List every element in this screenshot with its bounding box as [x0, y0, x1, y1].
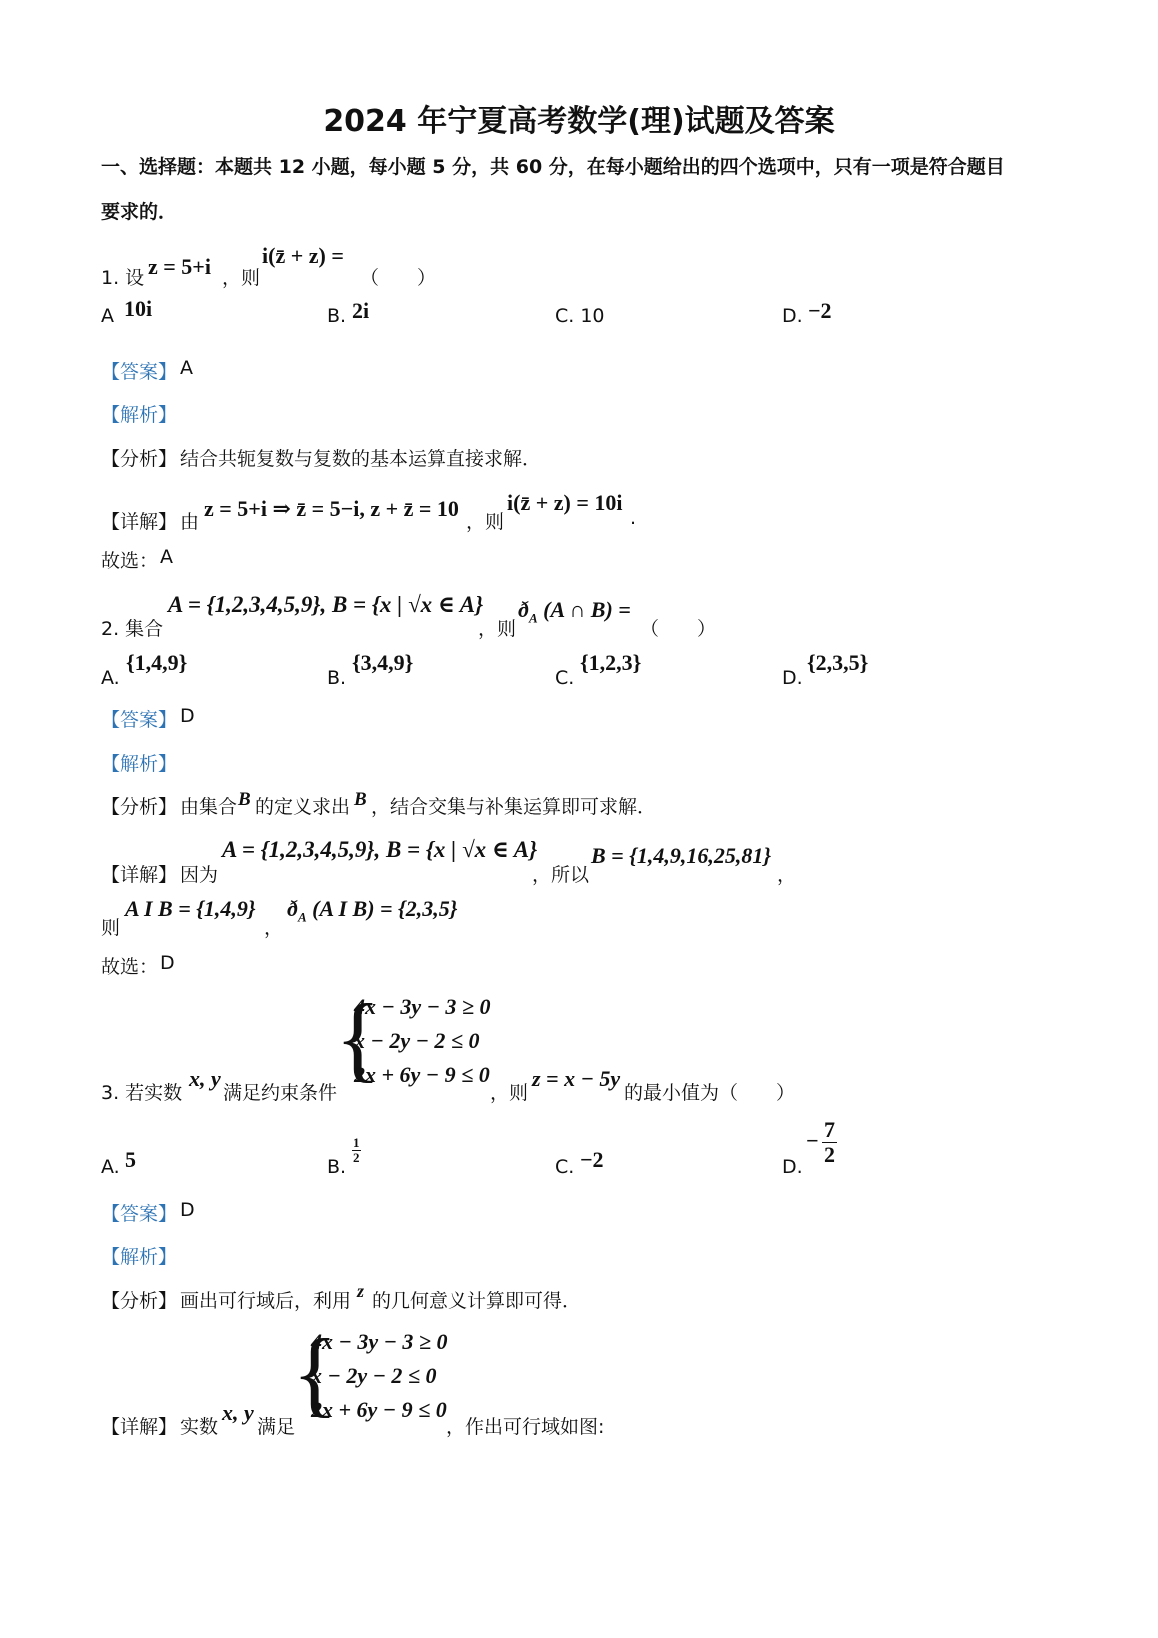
q1-option-c: C. 10: [555, 305, 605, 327]
q3-fenxi-text-2: 的几何意义计算即可得．: [372, 1290, 582, 1312]
q1-select-value: A: [160, 546, 173, 568]
q2-analysis-label: 【解析】: [101, 753, 178, 775]
q3-option-d-fraction: [822, 1118, 837, 1167]
page-title: 2024 年宁夏高考数学(理)试题及答案: [323, 104, 835, 139]
q2-option-c-value: {1,2,3}: [580, 650, 642, 675]
q1-answer-label: 【答案】: [101, 361, 178, 383]
q3-answer-label: 【答案】: [101, 1203, 178, 1225]
q1-analysis-label: 【解析】: [101, 404, 178, 426]
q2-detail-set-b: B = {1,4,9,16,25,81}: [591, 843, 772, 868]
q2-line2-pre: 则: [101, 917, 121, 939]
q2-number: 2. 集合: [101, 618, 164, 640]
section-heading-line1: 一、选择题：本题共 12 小题，每小题 5 分，共 60 分，在每小题给出的四个选项中，只有一项是符合题目: [101, 156, 1005, 178]
q2-option-d-label: D.: [782, 667, 803, 689]
q3-option-a-value: 5: [125, 1147, 136, 1172]
q3-fenxi-text-1: 画出可行域后，利用: [180, 1290, 352, 1312]
q1-option-d-value: −2: [808, 298, 832, 323]
q3-fenxi-z: z: [357, 1281, 365, 1301]
q2-answer-value: D: [180, 705, 195, 727]
q3-detail-inequality-1: 4x − 3y − 3 ≥ 0: [311, 1329, 448, 1354]
q2-select-value: D: [160, 952, 175, 974]
q2-option-a-label: A.: [101, 667, 120, 689]
q2-fenxi-b2: B: [354, 789, 367, 810]
q2-detail-mid: ，所以: [532, 864, 590, 886]
q2-sets-expression: A = {1,2,3,4,5,9}, B = {x | √x ∈ A}: [168, 592, 484, 617]
q2-detail-pre: 因为: [180, 864, 219, 886]
q3-detail-end: ，作出可行域如图:: [446, 1416, 605, 1438]
q3-detail-pre: 实数: [180, 1416, 219, 1438]
q1-option-a-value: 10i: [124, 296, 153, 321]
q3-constraint-text: 满足约束条件: [223, 1082, 338, 1104]
q1-number: 1. 设: [101, 267, 145, 289]
q2-fenxi-text-2: 的定义求出: [255, 796, 351, 818]
q2-paren: （ ）: [640, 618, 717, 640]
q3-then: ，则: [490, 1082, 529, 1104]
q2-line2-mid: ，: [264, 917, 284, 939]
q3-option-b-numerator: 1: [353, 1135, 360, 1150]
q3-option-b-label: B.: [327, 1156, 347, 1178]
q3-inequality-2: x − 2y − 2 ≤ 0: [354, 1028, 480, 1053]
q3-detail-inequality-2: x − 2y − 2 ≤ 0: [311, 1363, 437, 1388]
q3-option-d-denominator: 2: [824, 1142, 835, 1167]
q2-detail-label: 【详解】: [101, 864, 178, 886]
q3-option-b-denominator: 2: [353, 1150, 360, 1165]
q3-detail-vars: x, y: [222, 1400, 254, 1425]
q1-paren: （ ）: [360, 267, 437, 289]
q3-inequality-1: 4x − 3y − 3 ≥ 0: [354, 994, 491, 1019]
q3-system-brace: {: [335, 984, 382, 1091]
q3-objective: z = x − 5y: [532, 1066, 621, 1091]
q2-option-b-value: {3,4,9}: [352, 650, 414, 675]
q1-expression-z: z = 5+i: [148, 254, 211, 279]
q1-detail-result: i(z̄ + z) = 10i: [507, 490, 623, 515]
q1-fenxi-text: 结合共轭复数与复数的基本运算直接求解．: [180, 448, 542, 470]
q3-inequality-3: 2x + 6y − 9 ≤ 0: [354, 1062, 490, 1087]
section-heading-line2: 要求的．: [101, 201, 178, 223]
q1-option-b-label: B.: [327, 305, 347, 327]
q3-question-end: 的最小值为（ ）: [624, 1082, 796, 1104]
q2-option-c-label: C.: [555, 667, 575, 689]
q3-detail-mid: 满足: [257, 1416, 296, 1438]
q1-then: ，则: [222, 267, 261, 289]
q3-option-d-label: D.: [782, 1156, 803, 1178]
q2-option-a-value: {1,4,9}: [126, 650, 188, 675]
q3-detail-system: [311, 1325, 448, 1427]
q3-system: [354, 990, 491, 1092]
q3-vars: x, y: [189, 1066, 221, 1091]
q3-fenxi-label: 【分析】: [101, 1290, 178, 1312]
q1-detail-end: .: [630, 507, 637, 529]
q1-option-a-label: A: [101, 305, 114, 327]
q1-detail-mid: ，则: [466, 511, 505, 533]
q3-option-a-label: A.: [101, 1156, 120, 1178]
q1-detail-label: 【详解】: [101, 511, 178, 533]
q2-intersection: A I B = {1,4,9}: [125, 896, 256, 921]
q3-option-c-value: −2: [580, 1147, 604, 1172]
q3-option-b-fraction: [352, 1136, 361, 1165]
q3-detail-brace: {: [292, 1319, 339, 1426]
q3-option-c-label: C.: [555, 1156, 575, 1178]
q2-fenxi-text-1: 由集合: [180, 796, 238, 818]
q3-analysis-label: 【解析】: [101, 1246, 178, 1268]
q1-select-label: 故选：: [101, 550, 159, 572]
q3-option-d-sign: −: [806, 1128, 819, 1153]
q1-answer-value: A: [180, 357, 193, 379]
q3-option-d-numerator: 7: [824, 1117, 835, 1142]
q2-select-label: 故选：: [101, 956, 159, 978]
q2-detail-expression: A = {1,2,3,4,5,9}, B = {x | √x ∈ A}: [222, 837, 538, 862]
q3-answer-value: D: [180, 1199, 195, 1221]
q1-detail-pre: 由: [180, 511, 200, 533]
q2-complement-expression: $ð_A$ (A ∩ B) =: [518, 597, 631, 626]
q2-fenxi-text-3: ，结合交集与补集运算即可求解．: [371, 796, 657, 818]
q2-detail-end: ，: [777, 864, 797, 886]
q2-then: ，则: [478, 618, 517, 640]
q1-option-b-value: 2i: [352, 298, 370, 323]
q3-number: 3. 若实数: [101, 1082, 183, 1104]
q2-fenxi-b1: B: [238, 789, 251, 810]
q3-detail-inequality-3: 2x + 6y − 9 ≤ 0: [311, 1397, 447, 1422]
q1-option-d-label: D.: [782, 305, 803, 327]
q2-option-b-label: B.: [327, 667, 347, 689]
q1-expression: i(z̄ + z) =: [262, 243, 344, 268]
q2-fenxi-label: 【分析】: [101, 796, 178, 818]
q2-answer-label: 【答案】: [101, 709, 178, 731]
q1-fenxi-label: 【分析】: [101, 448, 178, 470]
q1-detail-expression: z = 5+i ⇒ z̄ = 5−i, z + z̄ = 10: [204, 496, 459, 521]
q2-complement-result: $ð_A$ (A I B) = {2,3,5}: [287, 896, 458, 925]
q3-detail-label: 【详解】: [101, 1416, 178, 1438]
q2-option-d-value: {2,3,5}: [807, 650, 869, 675]
